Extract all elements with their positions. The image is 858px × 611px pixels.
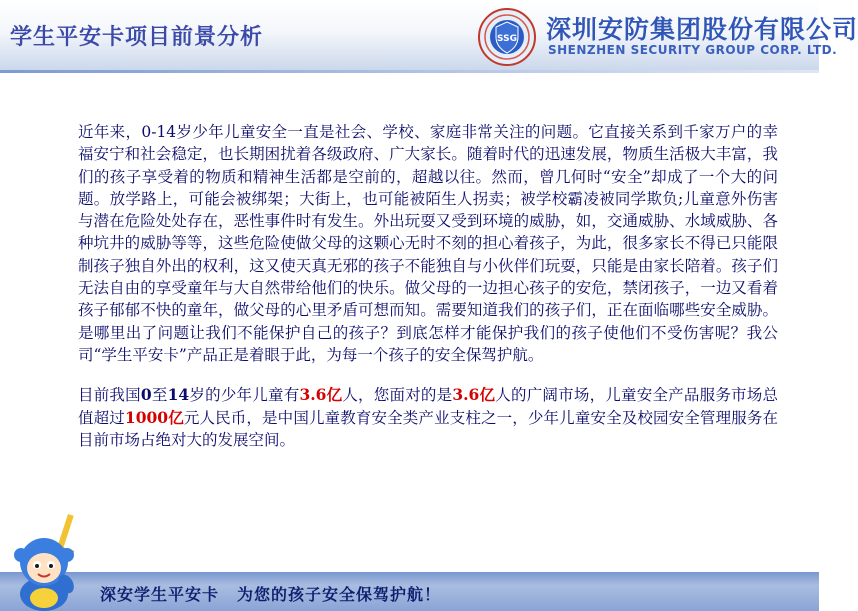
market-size-highlight: 3.6亿 — [452, 385, 496, 405]
header-divider — [0, 70, 819, 73]
footer-tagline: 为您的孩子安全保驾护航！ — [237, 585, 442, 604]
footer-slogan — [100, 582, 441, 605]
market-text-1: 目前我国 — [78, 386, 141, 405]
market-text-4: 人，您面对的是 — [342, 386, 453, 405]
slide-title: 学生平安卡项目前景分析 — [10, 24, 264, 50]
age-min: 0 — [140, 385, 152, 405]
population-highlight: 3.6亿 — [299, 385, 343, 405]
market-text-6: 元人民币，是中国儿童教育安全类产业支柱之一，少年儿童安全及校园安全管理服务在目前市场占绝对大的发展空间。 — [78, 408, 778, 449]
market-value-highlight: 1000亿 — [124, 407, 184, 427]
footer-brand: 深安学生平安卡 — [100, 585, 220, 604]
paragraph-intro: 近年来，0-14岁少年儿童安全一直是社会、学校、家庭非常关注的问题。它直接关系到千家万户的幸福安宁和社会稳定，也长期困扰着各级政府、广大家长。随着时代的迅速发展，物质生活极大丰富，我们的孩子享受着的物质和精神生活都是空前的，超越以往。然而，曾几何时“安全”却成了一个大的问题。放学路上，可能会被绑架；大街上，也可能被陌生人拐卖；被学校霸凌被同学欺负;儿童意外伤害与潜在危险处处存在，恶性事件时有发生。外出玩耍又受到环境的威胁，如，交通威胁、水域威胁、各种坑井的威胁等等，这些危险使做父母的这颗心无时不刻的担心着孩子，为此，很多家长不得已只能限制孩子独自外出的权利，这又使天真无邪的孩子不能独自与小伙伴们玩耍，只能是由家长陪着。孩子们无法自由的享受童年与大自然带给他们的快乐。做父母的一边担心孩子的安危，禁闭孩子，一边又看着孩子郁郁不快的童年，做父母的心里矛盾可想而知。需要知道我们的孩子们，正在面临哪些安全威胁。是哪里出了问题让我们不能保护自己的孩子？到底怎样才能保护我们的孩子使他们不受伤害呢？我公司“学生平安卡”产品正是着眼于此，为每一个孩子的安全保驾护航。 — [78, 123, 778, 364]
company-name-cn: 深圳安防集团股份有限公司 — [546, 15, 858, 44]
market-text-5: 人的广阔市场，儿童安全产品服务市场总值超过 — [78, 386, 778, 427]
main-content — [78, 121, 778, 451]
mascot-icon — [4, 510, 96, 611]
market-text-3: 岁的少年儿童有 — [189, 386, 300, 405]
company-name-en: SHENZHEN SECURITY GROUP CORP. LTD. — [548, 43, 838, 57]
market-text-2: 至 — [151, 386, 168, 405]
logo-text: SSG — [497, 34, 517, 44]
company-logo-icon — [478, 8, 536, 66]
paragraph-market — [78, 384, 778, 451]
age-max: 14 — [167, 385, 190, 405]
